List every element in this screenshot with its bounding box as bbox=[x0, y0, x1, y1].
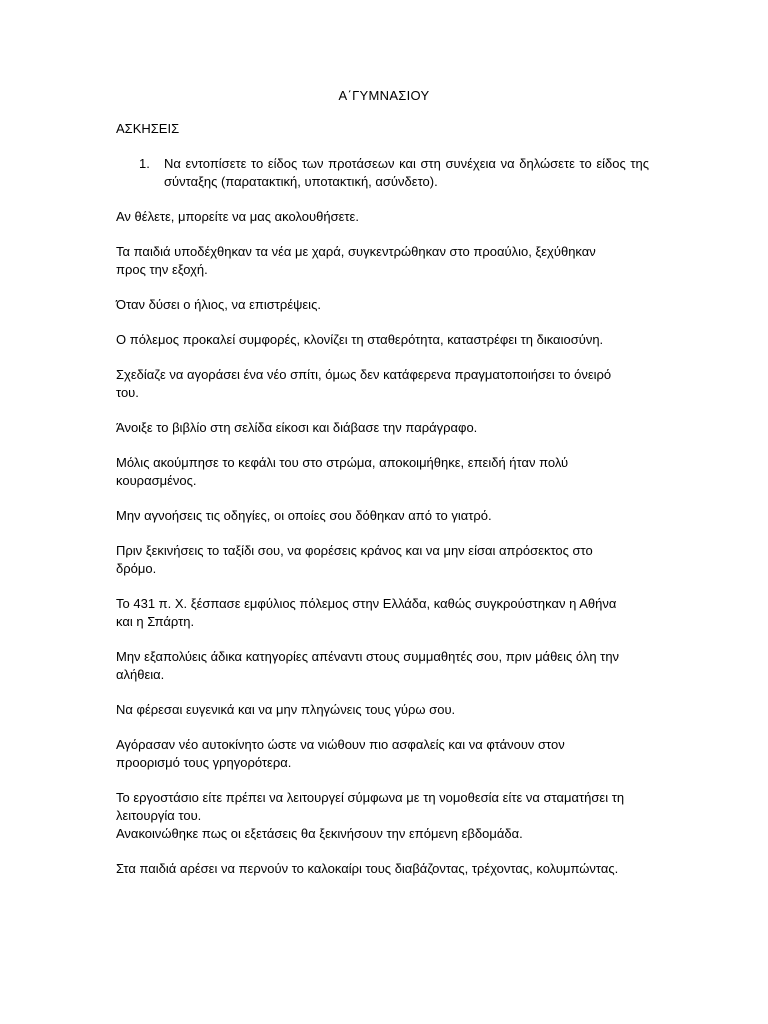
sentence-item: Στα παιδιά αρέσει να περνούν το καλοκαίρι τους διαβάζοντας, τρέχοντας, κολυμπώντας. bbox=[116, 861, 619, 876]
section-heading: ΑΣΚΗΣΕΙΣ bbox=[116, 121, 180, 136]
sentence-item: Μόλις ακούμπησε το κεφάλι του στο στρώμα, αποκοιμήθηκε, επειδή ήταν πολύ κουρασμένος. bbox=[116, 455, 569, 488]
sentence-item: Μην εξαπολύεις άδικα κατηγορίες απέναντι στους συμμαθητές σου, πριν μάθεις όλη την αλήθεια. bbox=[116, 649, 620, 682]
sentence-item: Ανακοινώθηκε πως οι εξετάσεις θα ξεκινήσουν την επόμενη εβδομάδα. bbox=[116, 826, 523, 841]
sentence-item: Ο πόλεμος προκαλεί συμφορές, κλονίζει τη σταθερότητα, καταστρέφει τη δικαιοσύνη. bbox=[116, 332, 604, 347]
sentence-item: Αγόρασαν νέο αυτοκίνητο ώστε να νιώθουν πιο ασφαλείς και να φτάνουν στον προορισμό τους γρηγορότερα. bbox=[116, 737, 565, 770]
sentence-item: Μην αγνοήσεις τις οδηγίες, οι οποίες σου δόθηκαν από το γιατρό. bbox=[116, 508, 492, 523]
sentence-item: Σχεδίαζε να αγοράσει ένα νέο σπίτι, όμως δεν κατάφερενα πραγματοποιήσει το όνειρό του. bbox=[116, 367, 612, 400]
sentence-item: Να φέρεσαι ευγενικά και να μην πληγώνεις τους γύρω σου. bbox=[116, 702, 456, 717]
task-item bbox=[139, 155, 649, 191]
sentence-item: Πριν ξεκινήσεις το ταξίδι σου, να φορέσεις κράνος και να μην είσαι απρόσεκτος στο δρόμο. bbox=[116, 543, 593, 576]
task-number: 1. bbox=[139, 156, 150, 171]
sentence-item: Άνοιξε το βιβλίο στη σελίδα είκοσι και διάβασε την παράγραφο. bbox=[116, 420, 478, 435]
task-text: Να εντοπίσετε το είδος των προτάσεων και στη συνέχεια να δηλώσετε το είδος της σύνταξης (παρατακτική, υποτακτική, ασύνδετο). bbox=[164, 156, 649, 189]
document-title: Α΄ΓΥΜΝΑΣΙΟΥ bbox=[338, 88, 430, 103]
sentence-item: Όταν δύσει ο ήλιος, να επιστρέψεις. bbox=[116, 297, 321, 312]
sentence-item: Αν θέλετε, μπορείτε να μας ακολουθήσετε. bbox=[116, 209, 359, 224]
sentence-item: Τα παιδιά υποδέχθηκαν τα νέα με χαρά, συγκεντρώθηκαν στο προαύλιο, ξεχύθηκαν προς την εξοχή. bbox=[116, 244, 596, 277]
sentence-item: Το εργοστάσιο είτε πρέπει να λειτουργεί σύμφωνα με τη νομοθεσία είτε να σταματήσει τη λειτουργία του. bbox=[116, 790, 625, 823]
sentence-list bbox=[116, 208, 626, 895]
sentence-item: Το 431 π. Χ. ξέσπασε εμφύλιος πόλεμος στην Ελλάδα, καθώς συγκρούστηκαν η Αθήνα και η Σπάρτη. bbox=[116, 596, 617, 629]
